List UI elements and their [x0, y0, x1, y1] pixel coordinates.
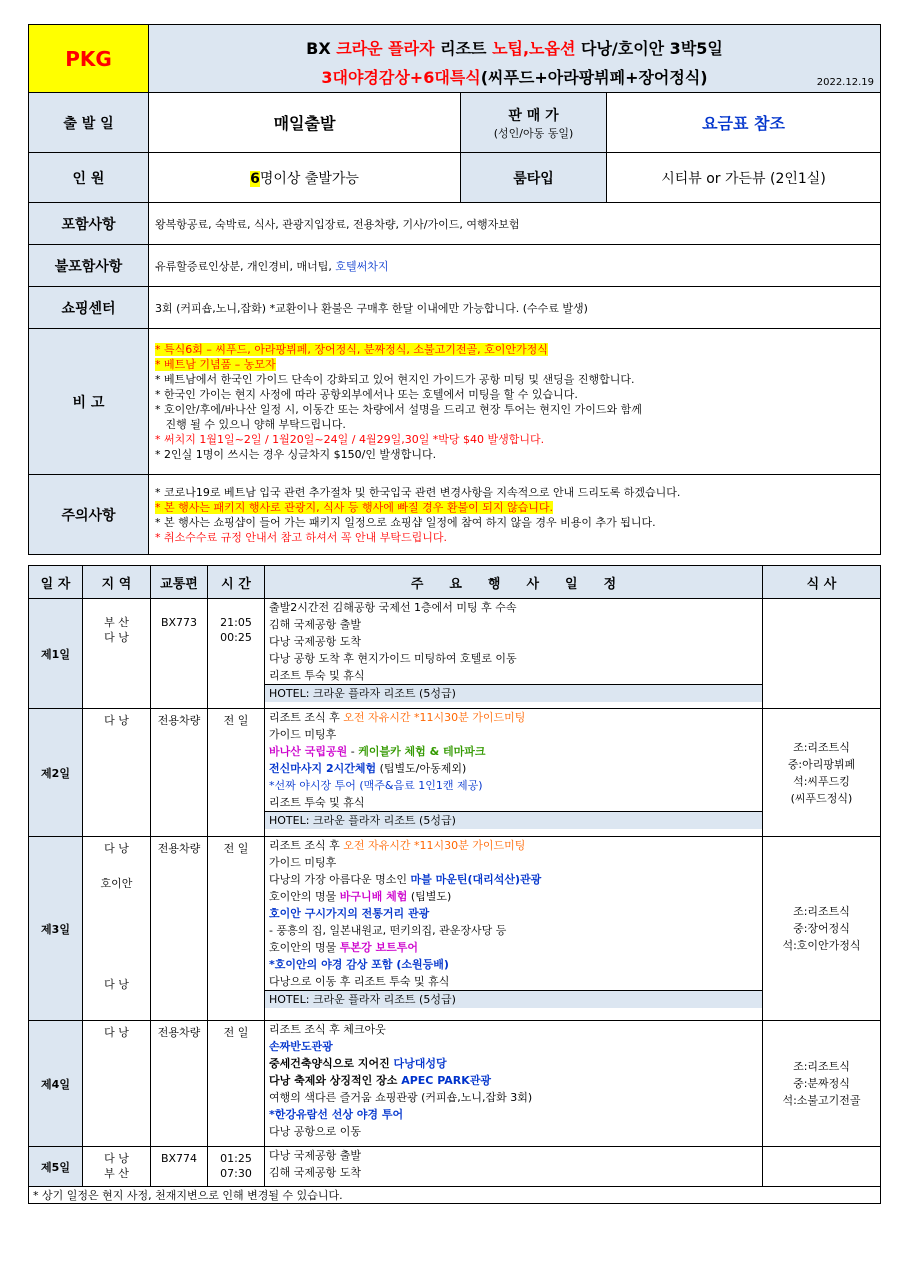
col-transport: 교통편	[151, 566, 208, 599]
title-no-tip: 노팁,노옵션	[492, 38, 576, 58]
meal-line: 중:분짜정식	[793, 1077, 850, 1090]
activity-massage: 전신마사지 2시간체험	[269, 762, 377, 775]
excluded-surcharge: 호텔써차지	[335, 259, 389, 273]
day-activities	[265, 1147, 763, 1187]
included-value: 왕복항공료, 숙박료, 식사, 관광지입장료, 전용차량, 기사/가이드, 여행자보험	[149, 203, 881, 245]
title-hotel: 크라운 플라자	[336, 38, 435, 58]
day-activities	[265, 1021, 763, 1147]
activity-text: 다낭 축제와 상징적인 장소	[269, 1074, 402, 1087]
activity-cruise: *한강유람선 선상 야경 투어	[269, 1108, 404, 1121]
activity-basket-boat: 바구니배 체험	[339, 890, 408, 903]
meal-line: 석:호이안가정식	[782, 939, 861, 952]
room-value: 시티뷰 or 가든뷰 (2인1실)	[607, 153, 881, 203]
activity-line	[269, 888, 758, 905]
meal-line: 조:리조트식	[793, 905, 850, 918]
time-line: 00:25	[220, 631, 252, 644]
remark-special-meals: * 특식6회 – 씨푸드, 아라팡뷔페, 장어정식, 분짜정식, 소불고기전골, 호이안가정식	[155, 342, 548, 356]
day-activities	[265, 709, 763, 837]
day-region: 다 낭	[83, 709, 151, 837]
caution-list	[149, 475, 881, 555]
remark-guide: * 베트남에서 한국인 가이드 단속이 강화되고 있어 현지인 가이드가 공항 미팅 및 샌딩을 진행합니다.	[155, 372, 635, 386]
day-time: 전 일	[208, 709, 265, 837]
activity-text: 리조트 조식 후	[269, 711, 344, 724]
remark-single-charge: * 2인실 1명이 쓰시는 경우 싱글차지 $150/인 발생합니다.	[155, 447, 437, 461]
meal-line: 중:장어정식	[793, 922, 850, 935]
time-line: 07:30	[220, 1167, 252, 1180]
footnote: * 상기 일정은 현지 사정, 천재지변으로 인해 변경될 수 있습니다.	[29, 1187, 881, 1204]
activity-line: 리조트 투숙 및 휴식	[269, 796, 365, 809]
activity-line	[269, 709, 758, 726]
activity-line	[269, 871, 758, 888]
remark-tour-guide: * 호이안/후에/바나산 일정 시, 이동간 또는 차량에서 설명을 드리고 현장 투어는 현지인 가이드와 함께	[155, 402, 642, 416]
activity-text: 호이안의 명물	[269, 941, 340, 954]
table-row-day4	[29, 1021, 881, 1147]
region-line: 다 낭	[104, 978, 129, 991]
day-label: 제4일	[29, 1021, 83, 1147]
remark-surcharge: * 써치지 1월1일~2일 / 1월20일~24일 / 4월29일,30일 *박당 $40 발생합니다.	[155, 432, 545, 446]
day-region	[83, 1147, 151, 1187]
activity-line: 다낭 공항 도착 후 현지가이드 미팅하여 호텔로 이동	[269, 652, 517, 665]
day-transport: BX774	[151, 1147, 208, 1187]
activity-line: 리조트 투숙 및 휴식	[269, 669, 365, 682]
region-line: 부 산	[104, 1167, 129, 1180]
meal-line: 석:소불고기전골	[782, 1094, 861, 1107]
subtitle-meals: (씨푸드+아라팡뷔페+장어정식)	[480, 67, 708, 87]
day-transport: 전용차량	[151, 837, 208, 1021]
excluded-text: 유류할증료인상분, 개인경비, 매너팁,	[155, 259, 336, 273]
package-title	[149, 25, 881, 93]
departure-value: 매일출발	[149, 93, 461, 153]
remarks-list	[149, 329, 881, 475]
people-num: 6	[250, 170, 260, 187]
caution-shopping: * 본 행사는 쇼핑샵이 들어 가는 패키지 일정으로 쇼핑샵 일정에 참여 하지 않을 경우 비용이 추가 됩니다.	[155, 515, 656, 529]
day-activities	[265, 599, 763, 709]
activity-line	[269, 760, 758, 777]
hotel-line: HOTEL: 크라운 플라자 리조트 (5성급)	[265, 684, 762, 702]
activity-text: (팁별도/아동제외)	[376, 762, 467, 775]
day-transport: 전용차량	[151, 1021, 208, 1147]
table-row-day1	[29, 599, 881, 709]
day-transport: BX773	[151, 599, 208, 709]
col-time: 시 간	[208, 566, 265, 599]
activity-text: 호이안의 명물	[269, 890, 340, 903]
day-transport: 전용차량	[151, 709, 208, 837]
caution-cancel: * 취소수수료 규정 안내서 참고 하셔서 꼭 안내 부탁드립니다.	[155, 530, 447, 544]
itinerary-table	[28, 565, 881, 1204]
table-row-day5	[29, 1147, 881, 1187]
activity-cathedral: 다낭대성당	[393, 1057, 447, 1070]
activity-line: 리조트 조식 후 체크아웃	[269, 1023, 386, 1036]
activity-line	[269, 837, 758, 854]
day-region	[83, 837, 151, 1021]
activity-line: 가이드 미팅후	[269, 728, 337, 741]
hotel-line: HOTEL: 크라운 플라자 리조트 (5성급)	[265, 990, 762, 1008]
activity-line	[269, 743, 758, 760]
people-label: 인 원	[29, 153, 149, 203]
activity-text: (팁별도)	[407, 890, 452, 903]
day-meals	[763, 1147, 881, 1187]
region-line: 다 낭	[104, 631, 129, 644]
day-meals	[763, 709, 881, 837]
day-label: 제5일	[29, 1147, 83, 1187]
col-day: 일 자	[29, 566, 83, 599]
remark-tour-guide-cont: 진행 될 수 있으니 양해 부탁드립니다.	[155, 417, 346, 431]
document-date: 2022.12.19	[816, 77, 874, 88]
day-meals	[763, 837, 881, 1021]
day-activities	[265, 837, 763, 1021]
hotel-line: HOTEL: 크라운 플라자 리조트 (5성급)	[265, 811, 762, 829]
day-meals	[763, 1021, 881, 1147]
excluded-value	[149, 245, 881, 287]
day-region	[83, 599, 151, 709]
region-line: 다 낭	[104, 842, 129, 855]
meal-line: 조:리조트식	[793, 740, 850, 754]
region-line: 다 낭	[104, 1152, 129, 1165]
table-row-day2	[29, 709, 881, 837]
time-line: 21:05	[220, 616, 252, 629]
day-label: 제3일	[29, 837, 83, 1021]
activity-night-view: *호이안의 야경 감상 포함 (소원등배)	[269, 958, 449, 971]
room-label: 룸타입	[461, 153, 607, 203]
shopping-value: 3회 (커피숍,노니,잡화) *교환이나 환불은 구매후 한달 이내에만 가능합니다. (수수료 발생)	[149, 287, 881, 329]
activity-free-time: 오전 자유시간 *11시30분 가이드미팅	[343, 711, 526, 724]
activity-line	[269, 1072, 758, 1089]
caution-no-refund: * 본 행사는 패키지 행사로 관광지, 식사 등 행사에 빠질 경우 환불이 되지 않습니다.	[155, 500, 553, 514]
day-region: 다 낭	[83, 1021, 151, 1147]
day-time	[208, 599, 265, 709]
meal-line: (씨푸드정식)	[790, 791, 853, 805]
col-meals: 식 사	[763, 566, 881, 599]
activity-night-market: *선짜 야시장 투어 (맥주&음료 1인1캔 제공)	[269, 779, 483, 792]
activity-line: 여행의 색다른 즐거움 쇼핑관광 (커피숍,노니,잡화 3회)	[269, 1091, 533, 1104]
activity-line: 가이드 미팅후	[269, 856, 337, 869]
activity-free-time: 오전 자유시간 *11시30분 가이드미팅	[343, 839, 526, 852]
people-value	[149, 153, 461, 203]
title-prefix: BX	[306, 38, 337, 58]
activity-line: 김해 국제공항 출발	[269, 618, 362, 631]
col-region: 지 역	[83, 566, 151, 599]
price-sub: (성인/아동 동일)	[493, 126, 574, 140]
remarks-label: 비 고	[29, 329, 149, 475]
title-mid: 리조트	[434, 38, 493, 58]
day-label: 제1일	[29, 599, 83, 709]
activity-cablecar: 케이블카 체험 & 테마파크	[358, 745, 486, 758]
day-time	[208, 1147, 265, 1187]
activity-text: -	[347, 745, 359, 758]
day-time: 전 일	[208, 1021, 265, 1147]
activity-line: 김해 국제공항 도착	[269, 1166, 362, 1179]
day-time: 전 일	[208, 837, 265, 1021]
activity-line: 다낭 공항으로 이동	[269, 1125, 362, 1138]
pkg-badge: PKG	[29, 25, 149, 93]
table-row-day3	[29, 837, 881, 1021]
activity-line: - 풍흥의 집, 일본내원교, 떤키의집, 관운장사당 등	[269, 924, 507, 937]
people-text: 명이상 출발가능	[259, 170, 359, 187]
subtitle-highlight: 3대야경감상+6대특식	[321, 67, 481, 87]
meal-line: 조:리조트식	[793, 1060, 850, 1073]
activity-text: 리조트 조식 후	[269, 839, 344, 852]
activity-line: 다낭으로 이동 후 리조트 투숙 및 휴식	[269, 975, 450, 988]
activity-marble-mountain: 마블 마운틴(대리석산)관광	[410, 873, 542, 886]
activity-old-town: 호이안 구시가지의 전통거리 관광	[269, 907, 430, 920]
activity-line: 다낭 국제공항 도착	[269, 635, 362, 648]
region-line: 호이안	[100, 877, 133, 890]
excluded-label: 불포함사항	[29, 245, 149, 287]
activity-line	[269, 1055, 758, 1072]
day-label: 제2일	[29, 709, 83, 837]
price-label	[461, 93, 607, 153]
activity-bana-hills: 바나산 국립공원	[269, 745, 348, 758]
col-activities: 주 요 행 사 일 정	[265, 566, 763, 599]
activity-text: 다낭의 가장 아름다운 명소인	[269, 873, 411, 886]
price-label-text: 판 매 가	[508, 107, 559, 124]
package-info-table	[28, 24, 881, 555]
meal-line: 중:아리팡뷔페	[787, 757, 856, 771]
remark-souvenir: * 베트남 기념품 – 농모자	[155, 357, 276, 371]
day-meals	[763, 599, 881, 709]
departure-label: 출 발 일	[29, 93, 149, 153]
activity-line: 출발2시간전 김해공항 국제선 1층에서 미팅 후 수속	[269, 601, 517, 614]
time-line: 01:25	[220, 1152, 252, 1165]
included-label: 포함사항	[29, 203, 149, 245]
caution-covid: * 코로나19로 베트남 입국 관련 추가절차 및 한국입국 관련 변경사항을 지속적으로 안내 드리도록 하겠습니다.	[155, 485, 681, 499]
activity-son-tra: 손짜반도관광	[269, 1040, 333, 1053]
activity-line: 다낭 국제공항 출발	[269, 1149, 362, 1162]
meal-line: 석:씨푸드킹	[793, 774, 850, 788]
activity-boat-tour: 투본강 보트투어	[339, 941, 418, 954]
price-value: 요금표 참조	[607, 93, 881, 153]
activity-line	[269, 939, 758, 956]
shopping-label: 쇼핑센터	[29, 287, 149, 329]
activity-text: 중세건축양식으로 지어진	[269, 1057, 394, 1070]
region-line: 부 산	[104, 616, 129, 629]
caution-label: 주의사항	[29, 475, 149, 555]
remark-korean-guide: * 한국인 가이는 현지 사정에 따라 공항외부에서나 또는 호텔에서 미팅을 할 수 있습니다.	[155, 387, 578, 401]
title-tail: 다낭/호이안 3박5일	[575, 38, 723, 58]
activity-apec-park: APEC PARK관광	[401, 1074, 492, 1087]
